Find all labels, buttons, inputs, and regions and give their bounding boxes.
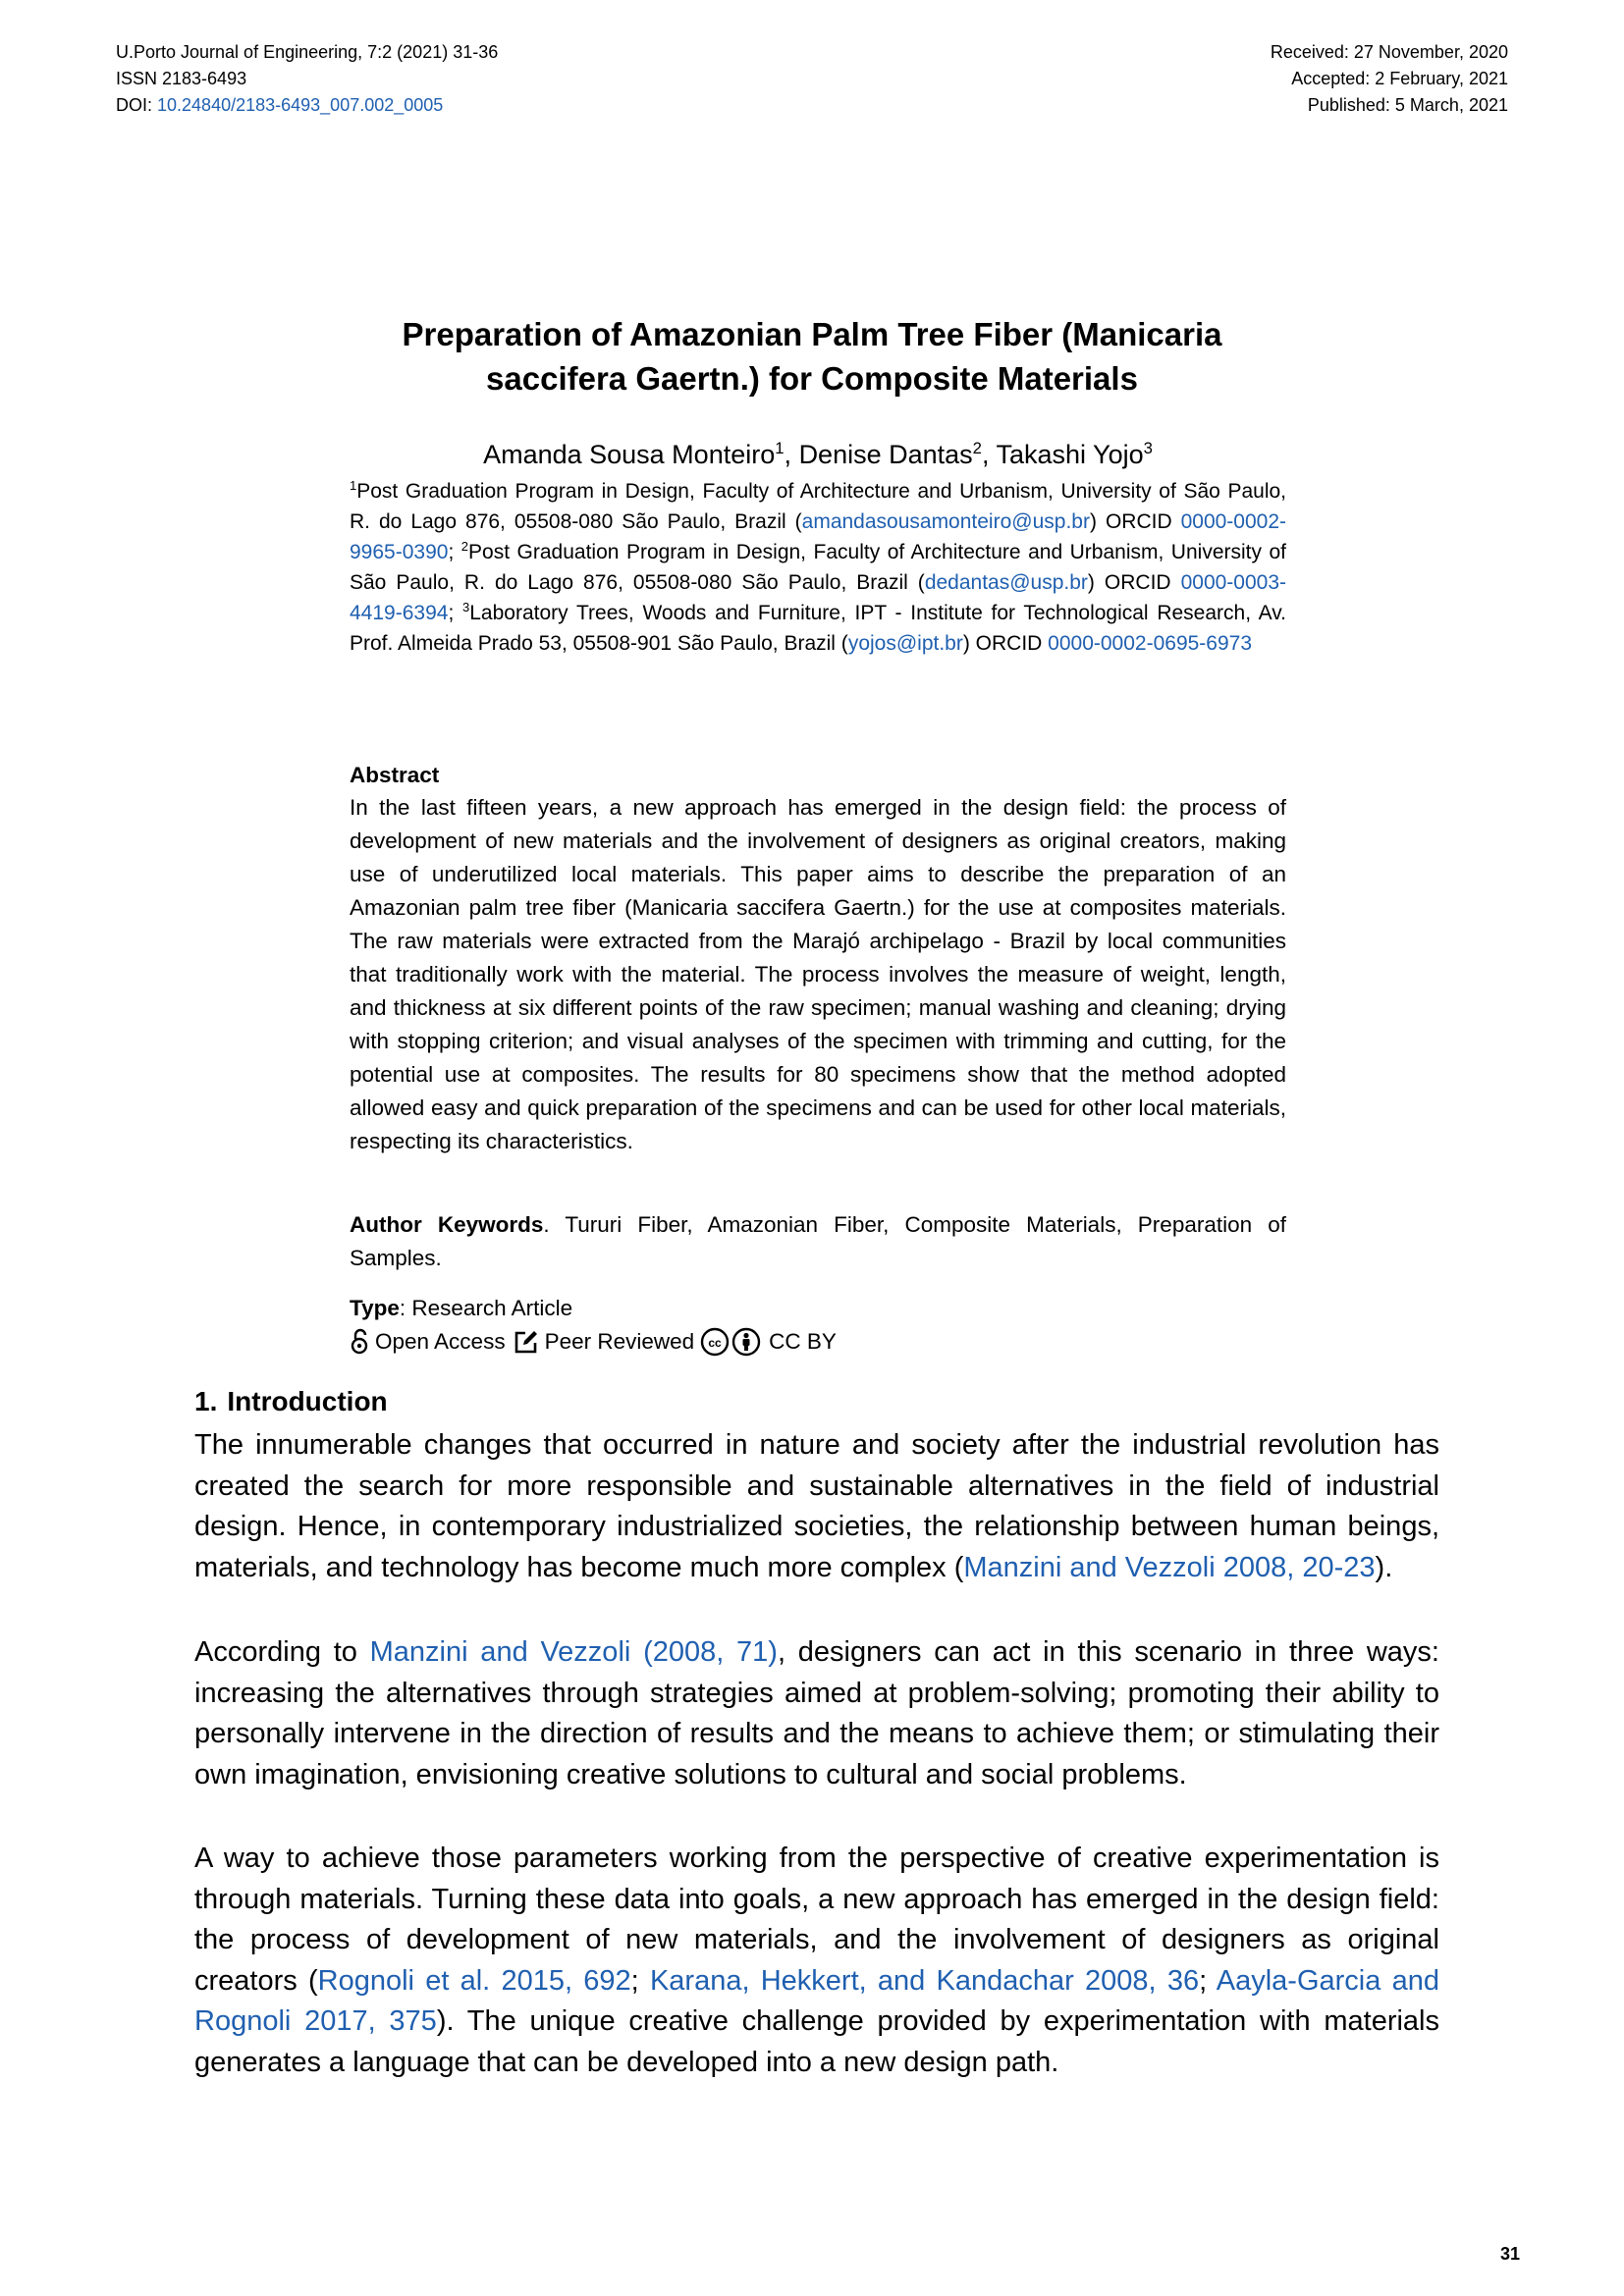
- citation-separator: ;: [630, 1964, 650, 1997]
- author-name: Takashi Yojo: [996, 440, 1144, 469]
- doi-link[interactable]: 10.24840/2183-6493_007.002_0005: [157, 95, 444, 115]
- abstract-text: In the last fifteen years, a new approach has emerged in the design field: the process of development of new materials and the involvement of designers as original creators, making use of underutilized local materials. This paper aims to describe the preparation of an Amazonian palm tree fiber (Manicaria saccifera Gaertn.) for the use at composites materials. The raw materials were extracted from the Marajó archipelago - Brazil by local communities that traditionally work with the material. The process involves the measure of weight, length, and thickness at six different points of the raw specimen; manual washing and cleaning; drying with stopping criterion; and visual analyses of the specimen with trimming and cutting, for the potential use at composites. The results for 80 specimens show that the method adopted allowed easy and quick preparation of the specimens and can be used for other local materials, respecting its characteristics.: [350, 795, 1286, 1153]
- affiliation-separator: ;: [448, 602, 462, 624]
- open-access-label: Open Access: [375, 1329, 506, 1354]
- orcid-label: ) ORCID: [1087, 571, 1181, 594]
- dates-header: [1271, 39, 1508, 119]
- access-badges: [350, 1325, 1286, 1359]
- body-paragraph: [194, 1425, 1439, 1588]
- type-value: : Research Article: [399, 1296, 573, 1320]
- orcid-label: ) ORCID: [962, 632, 1049, 655]
- affiliation-separator: ;: [448, 541, 461, 563]
- author-affiliation-mark: 3: [1143, 439, 1153, 457]
- type-label: Type: [350, 1296, 400, 1320]
- article-type: [350, 1292, 1286, 1325]
- abstract-heading: Abstract: [350, 763, 440, 787]
- orcid-link[interactable]: 0000-0002-9965-0390: [350, 510, 1287, 563]
- section-heading: [194, 1384, 388, 1419]
- author-separator: ,: [784, 440, 799, 469]
- paragraph-text: ). The unique creative challenge provided by experimentation with materials generates a language that can be developed into a new design path.: [194, 2005, 1439, 2078]
- license-label: CC BY: [769, 1329, 837, 1354]
- author-email-link[interactable]: yojos@ipt.br: [847, 632, 963, 655]
- citation-separator: ;: [1199, 1964, 1217, 1997]
- paper-title: [295, 312, 1329, 400]
- author-affiliation-mark: 1: [775, 439, 785, 457]
- orcid-link[interactable]: 0000-0002-0695-6973: [1048, 632, 1253, 655]
- author-separator: ,: [981, 440, 997, 469]
- citation-link[interactable]: Karana, Hekkert, and Kandachar 2008, 36: [649, 1964, 1200, 1997]
- affiliation-text: Laboratory Trees, Woods and Furniture, IPT - Institute for Technological Research, Av. Prof. Almeida Prado 53, 05508-901 São Paulo, Brazil (: [350, 602, 1287, 655]
- affiliation-mark: 2: [460, 539, 469, 554]
- doi-line: [116, 92, 498, 119]
- paragraph-text: The innumerable changes that occurred in nature and society after the industrial revolution has created the search for more responsible and sustainable alternatives in the field of industrial design. Hence, in contemporary industrialized societies, the relationship between human beings, materials, and technology has become much more complex (: [194, 1429, 1439, 1583]
- title-line-2: saccifera Gaertn.) for Composite Materials: [486, 360, 1138, 397]
- paragraph-text: ).: [1375, 1551, 1393, 1583]
- paragraph-text: A way to achieve those parameters working from the perspective of creative experimentation is through materials. Turning these data into goals, a new approach has emerged in the design field: the process of development of new materials, and the involvement of designers as original creators (: [194, 1842, 1439, 1997]
- title-line-1: Preparation of Amazonian Palm Tree Fiber (Manicaria: [402, 316, 1222, 352]
- paragraph-text: According to: [194, 1636, 370, 1668]
- citation-link[interactable]: Rognoli et al. 2015, 692: [317, 1964, 631, 1997]
- doi-prefix: DOI:: [116, 95, 158, 115]
- author-name: Amanda Sousa Monteiro: [483, 440, 776, 469]
- page-number: 31: [1499, 2244, 1520, 2264]
- by-person-icon: [731, 1327, 761, 1357]
- keywords-label: Author Keywords: [350, 1212, 544, 1237]
- issn: ISSN 2183-6493: [116, 69, 247, 88]
- affiliation-text: Post Graduation Program in Design, Faculty of Architecture and Urbanism, University of São Paulo, R. do Lago 876, 05508-080 São Paulo, Brazil (: [350, 541, 1287, 594]
- paragraph-text: , designers can act in this scenario in three ways: increasing the alternatives through strategies aimed at problem-solving; promoting their ability to personally intervene in the direction of results and the means to achieve them; or stimulating their own imagination, envisioning creative solutions to cultural and social problems.: [194, 1636, 1439, 1790]
- affiliation-text: Post Graduation Program in Design, Faculty of Architecture and Urbanism, University of São Paulo, R. do Lago 876, 05508-080 São Paulo, Brazil (: [350, 480, 1286, 533]
- citation-link[interactable]: Manzini and Vezzoli 2008, 20-23: [963, 1551, 1376, 1583]
- affiliation-mark: 1: [350, 478, 357, 493]
- section-title: Introduction: [227, 1386, 388, 1416]
- author-affiliation-mark: 2: [972, 439, 982, 457]
- keywords-text: . Tururi Fiber, Amazonian Fiber, Composite Materials, Preparation of Samples.: [350, 1212, 1286, 1270]
- author-keywords: [350, 1208, 1286, 1275]
- accepted-date: Accepted: 2 February, 2021: [1291, 69, 1508, 88]
- journal-header: [116, 39, 498, 119]
- author-list: [350, 438, 1286, 471]
- edit-square-icon: [514, 1329, 539, 1355]
- citation-link[interactable]: Aayla-Garcia and Rognoli 2017, 375: [194, 1964, 1439, 2037]
- affiliation-mark: 3: [462, 600, 470, 614]
- journal-citation: U.Porto Journal of Engineering, 7:2 (2021) 31-36: [116, 42, 499, 62]
- section-number: 1.: [194, 1386, 218, 1416]
- received-date: Received: 27 November, 2020: [1270, 42, 1508, 62]
- published-date: Published: 5 March, 2021: [1307, 95, 1508, 115]
- author-email-link[interactable]: amandasousamonteiro@usp.br: [801, 510, 1090, 533]
- body-paragraph: [194, 1839, 1439, 2083]
- peer-reviewed-label: Peer Reviewed: [544, 1329, 695, 1354]
- open-lock-icon: [350, 1328, 369, 1356]
- author-name: Denise Dantas: [798, 440, 973, 469]
- citation-link[interactable]: Manzini and Vezzoli (2008, 71): [369, 1636, 778, 1668]
- orcid-label: ) ORCID: [1089, 510, 1181, 533]
- svg-text:cc: cc: [708, 1336, 722, 1350]
- body-paragraph: [194, 1632, 1439, 1795]
- affiliations: [350, 476, 1286, 659]
- orcid-link[interactable]: 0000-0003-4419-6394: [350, 571, 1287, 624]
- author-email-link[interactable]: dedantas@usp.br: [924, 571, 1088, 594]
- cc-icon: [700, 1327, 730, 1357]
